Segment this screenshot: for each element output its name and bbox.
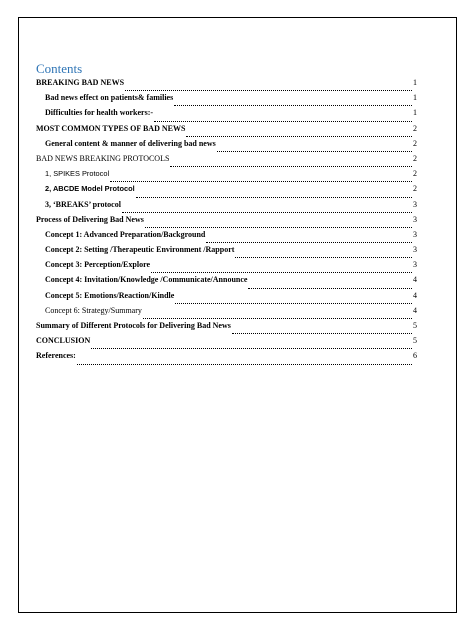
toc-entry[interactable] — [36, 93, 417, 108]
toc-entry-page: 1 — [413, 108, 417, 118]
toc-leader-dots — [170, 166, 412, 167]
toc-entry[interactable] — [36, 108, 417, 123]
toc-entry[interactable] — [36, 154, 417, 169]
toc-leader-dots — [186, 136, 412, 137]
toc-leader-dots — [136, 197, 412, 198]
toc-entry-page: 1 — [413, 93, 417, 103]
toc-entry[interactable] — [36, 169, 417, 184]
toc-leader-dots — [125, 90, 412, 91]
toc-entry[interactable] — [36, 260, 417, 275]
toc-entry-label: Concept 3: Perception/Explore — [45, 260, 151, 270]
toc-leader-dots — [174, 105, 412, 106]
toc-entry-page: 2 — [413, 153, 417, 163]
toc-leader-dots — [91, 348, 412, 349]
toc-entry[interactable] — [36, 336, 417, 351]
toc-leader-dots — [110, 181, 412, 182]
toc-entry-page: 3 — [413, 245, 417, 255]
toc-entry[interactable] — [36, 245, 417, 260]
table-of-contents — [36, 78, 417, 367]
toc-entry-page: 3 — [413, 214, 417, 224]
toc-entry-page: 2 — [413, 169, 417, 179]
toc-entry-label: Summary of Different Protocols for Delivering Bad News — [36, 321, 231, 330]
toc-leader-dots — [232, 333, 412, 334]
toc-entry-label: Difficulties for health workers:- — [45, 108, 154, 118]
toc-entry-page: 5 — [413, 321, 417, 330]
toc-entry-label: Bad news effect on patients& families — [45, 93, 174, 103]
toc-entry-page: 1 — [413, 78, 417, 87]
toc-entry-page: 6 — [413, 351, 417, 361]
toc-entry-label: Concept 4: Invitation/Knowledge /Communicate/Announce — [45, 275, 248, 285]
toc-entry-page: 3 — [413, 199, 417, 209]
toc-leader-dots — [145, 227, 412, 228]
toc-entry-label: Concept 6: Strategy/Summary — [45, 305, 142, 315]
toc-entry-page: 5 — [413, 336, 417, 346]
toc-entry-label: Concept 2: Setting /Therapeutic Environment /Rapport — [45, 245, 235, 255]
toc-leader-dots — [154, 121, 412, 122]
toc-entry-label: BREAKING BAD NEWS — [36, 78, 125, 87]
toc-entry-page: 4 — [413, 290, 417, 300]
toc-leader-dots — [122, 212, 412, 213]
toc-entry[interactable] — [36, 139, 417, 154]
toc-entry-label: BAD NEWS BREAKING PROTOCOLS — [36, 153, 170, 163]
toc-entry-page: 4 — [413, 305, 417, 315]
toc-entry-label: 2, ABCDE Model Protocol — [45, 184, 135, 194]
toc-entry-label: General content & manner of delivering bad news — [45, 138, 216, 148]
toc-entry-label: 1, SPIKES Protocol — [45, 169, 110, 179]
toc-entry-label: Concept 5: Emotions/Reaction/Kindle — [45, 290, 175, 300]
toc-entry-label: Concept 1: Advanced Preparation/Background — [45, 229, 206, 239]
toc-entry[interactable] — [36, 291, 417, 306]
toc-leader-dots — [235, 257, 412, 258]
toc-entry-label: 3, ‘BREAKS’ protocol — [45, 199, 121, 209]
toc-entry[interactable] — [36, 78, 417, 93]
toc-entry-label: References: — [36, 351, 76, 361]
toc-entry[interactable] — [36, 200, 417, 215]
toc-entry-page: 2 — [413, 138, 417, 148]
toc-entry-page: 2 — [413, 184, 417, 194]
toc-entry-page: 4 — [413, 275, 417, 285]
toc-title: Contents — [36, 61, 83, 76]
toc-leader-dots — [175, 303, 412, 304]
toc-entry[interactable] — [36, 124, 417, 139]
toc-entry[interactable] — [36, 215, 417, 230]
toc-entry-page: 2 — [413, 123, 417, 133]
toc-leader-dots — [77, 364, 412, 365]
toc-entry[interactable] — [36, 351, 417, 366]
toc-entry-page: 3 — [413, 260, 417, 270]
toc-entry[interactable] — [36, 275, 417, 290]
toc-leader-dots — [151, 272, 412, 273]
toc-leader-dots — [143, 318, 412, 319]
toc-entry[interactable] — [36, 321, 417, 336]
toc-entry-label: CONCLUSION — [36, 336, 91, 346]
toc-leader-dots — [248, 288, 412, 289]
toc-leader-dots — [206, 242, 412, 243]
toc-entry-label: Process of Delivering Bad News — [36, 214, 144, 224]
toc-entry[interactable] — [36, 306, 417, 321]
toc-leader-dots — [217, 151, 412, 152]
toc-entry-page: 3 — [413, 229, 417, 239]
toc-entry-label: MOST COMMON TYPES OF BAD NEWS — [36, 123, 186, 133]
toc-entry[interactable] — [36, 230, 417, 245]
toc-entry[interactable] — [36, 184, 417, 199]
